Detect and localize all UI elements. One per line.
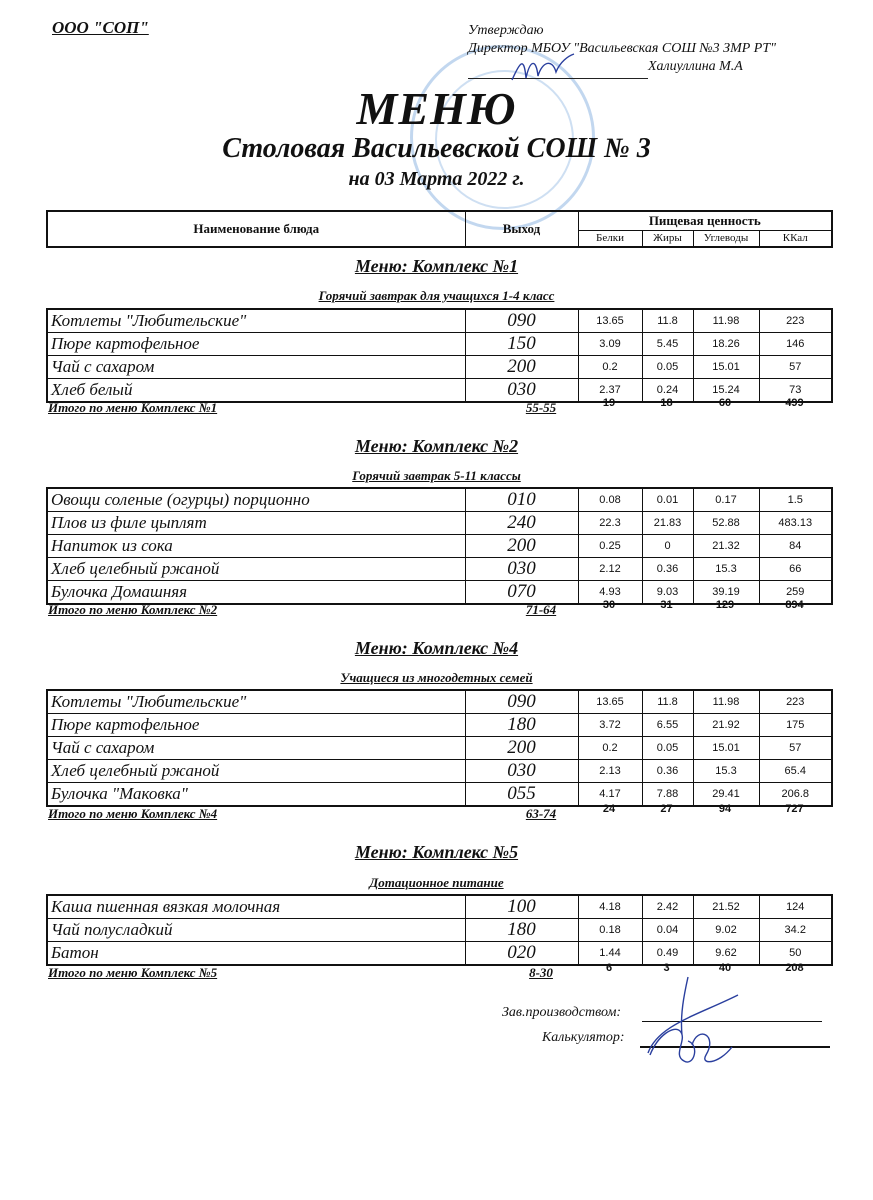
dish-fats: 11.8 (642, 309, 693, 333)
section-total-row (46, 599, 831, 620)
dish-fats: 0.36 (642, 760, 693, 783)
total-label: Итого по меню Комплекс №5 (48, 965, 218, 980)
table-row (47, 690, 832, 714)
page-subtitle: Столовая Васильевской СОШ № 3 (222, 133, 651, 164)
dish-carbs: 11.98 (693, 690, 759, 714)
total-price: 8-30 (529, 965, 553, 980)
dish-fats: 11.8 (642, 690, 693, 714)
dish-output: 055 (465, 783, 578, 807)
dish-carbs: 21.32 (693, 535, 759, 558)
section-title: Меню: Комплекс №1 (354, 256, 519, 276)
table-row (47, 535, 832, 558)
total-fats: 18 (660, 397, 673, 409)
dish-output: 180 (465, 714, 578, 737)
dish-name: Пюре картофельное (47, 333, 465, 356)
table-row (47, 309, 832, 333)
dish-carbs: 29.41 (693, 783, 759, 807)
calculator-label: Калькулятор: (542, 1030, 625, 1045)
total-kcal: 894 (785, 599, 804, 611)
production-manager-label: Зав.производством: (502, 1005, 622, 1020)
dish-output: 090 (465, 309, 578, 333)
section-title: Меню: Комплекс №2 (354, 436, 519, 456)
dish-output: 200 (465, 535, 578, 558)
dish-name: Пюре картофельное (47, 714, 465, 737)
dish-kcal: 223 (759, 309, 832, 333)
dish-name: Батон (47, 942, 465, 966)
approval-block (468, 22, 776, 76)
menu-table (46, 487, 833, 605)
dish-fats: 2.42 (642, 895, 693, 919)
dish-carbs: 18.26 (693, 333, 759, 356)
dish-output: 010 (465, 488, 578, 512)
dish-name: Чай с сахаром (47, 737, 465, 760)
page-date: на 03 Марта 2022 г. (348, 168, 525, 190)
total-fats: 31 (660, 599, 673, 611)
dish-carbs: 0.17 (693, 488, 759, 512)
header-output: Выход (465, 211, 578, 247)
dish-name: Овощи соленые (огурцы) порционно (47, 488, 465, 512)
dish-proteins: 0.2 (578, 356, 642, 379)
table-row (47, 558, 832, 581)
dish-fats: 0.24 (642, 379, 693, 403)
organization-name: ООО "СОП" (52, 18, 149, 37)
dish-carbs: 39.19 (693, 581, 759, 605)
dish-name: Булочка Домашняя (47, 581, 465, 605)
dish-name: Чай полусладкий (47, 919, 465, 942)
dish-fats: 0.04 (642, 919, 693, 942)
dish-name: Котлеты "Любительские" (47, 309, 465, 333)
approval-position: Директор МБОУ "Васильевская СОШ №3 ЗМР РТ" (468, 41, 776, 56)
total-carbs: 60 (718, 397, 732, 409)
dish-output: 090 (465, 690, 578, 714)
dish-kcal: 1.5 (759, 488, 832, 512)
dish-name: Напиток из сока (47, 535, 465, 558)
dish-name: Хлеб белый (47, 379, 465, 403)
dish-proteins: 2.13 (578, 760, 642, 783)
dish-kcal: 66 (759, 558, 832, 581)
dish-name: Котлеты "Любительские" (47, 690, 465, 714)
dish-fats: 0.36 (642, 558, 693, 581)
table-row (47, 356, 832, 379)
total-carbs: 129 (715, 599, 735, 611)
dish-kcal: 57 (759, 356, 832, 379)
header-fats: Жиры (642, 230, 693, 247)
dish-kcal: 124 (759, 895, 832, 919)
dish-name: Хлеб целебный ржаной (47, 558, 465, 581)
table-row (47, 333, 832, 356)
dish-output: 180 (465, 919, 578, 942)
dish-proteins: 4.93 (578, 581, 642, 605)
dish-carbs: 11.98 (693, 309, 759, 333)
dish-fats: 9.03 (642, 581, 693, 605)
dish-kcal: 175 (759, 714, 832, 737)
dish-output: 030 (465, 558, 578, 581)
section-subtitle: Дотационное питание (369, 875, 504, 890)
dish-proteins: 13.65 (578, 690, 642, 714)
dish-kcal: 259 (759, 581, 832, 605)
total-proteins: 30 (602, 599, 616, 611)
total-price: 55-55 (525, 400, 557, 415)
dish-name: Плов из филе цыплят (47, 512, 465, 535)
dish-fats: 21.83 (642, 512, 693, 535)
dish-carbs: 15.24 (693, 379, 759, 403)
dish-output: 100 (465, 895, 578, 919)
table-row (47, 714, 832, 737)
dish-fats: 0.01 (642, 488, 693, 512)
handwritten-signature-icon (628, 975, 768, 1075)
total-label: Итого по меню Комплекс №1 (48, 400, 218, 415)
dish-kcal: 146 (759, 333, 832, 356)
dish-proteins: 1.44 (578, 942, 642, 966)
dish-output: 020 (465, 942, 578, 966)
section-total-row (46, 397, 831, 418)
column-header-table (46, 210, 833, 248)
dish-kcal: 73 (759, 379, 832, 403)
table-row (47, 895, 832, 919)
dish-carbs: 52.88 (693, 512, 759, 535)
total-kcal: 208 (785, 962, 804, 974)
total-label: Итого по меню Комплекс №4 (48, 806, 218, 821)
dish-fats: 6.55 (642, 714, 693, 737)
dish-proteins: 3.09 (578, 333, 642, 356)
total-label: Итого по меню Комплекс №2 (48, 602, 218, 617)
total-fats: 3 (663, 962, 670, 974)
menu-table (46, 308, 833, 403)
dish-proteins: 2.12 (578, 558, 642, 581)
header-nutrition: Пищевая ценность (578, 211, 832, 230)
dish-carbs: 15.01 (693, 356, 759, 379)
menu-table (46, 894, 833, 966)
dish-fats: 5.45 (642, 333, 693, 356)
dish-proteins: 22.3 (578, 512, 642, 535)
table-row (47, 919, 832, 942)
dish-fats: 7.88 (642, 783, 693, 807)
dish-kcal: 223 (759, 690, 832, 714)
table-row (47, 737, 832, 760)
header-dish-name: Наименование блюда (47, 211, 465, 247)
dish-proteins: 0.2 (578, 737, 642, 760)
dish-name: Хлеб целебный ржаной (47, 760, 465, 783)
dish-proteins: 4.17 (578, 783, 642, 807)
total-carbs: 40 (718, 962, 732, 974)
table-row (47, 760, 832, 783)
dish-output: 200 (465, 356, 578, 379)
dish-proteins: 2.37 (578, 379, 642, 403)
dish-name: Каша пшенная вязкая молочная (47, 895, 465, 919)
page-title: МЕНЮ (356, 83, 517, 134)
dish-kcal: 84 (759, 535, 832, 558)
section-subtitle: Учащиеся из многодетных семей (340, 670, 533, 685)
dish-proteins: 0.25 (578, 535, 642, 558)
dish-kcal: 34.2 (759, 919, 832, 942)
section-subtitle: Горячий завтрак 5-11 классы (352, 468, 521, 483)
dish-kcal: 65.4 (759, 760, 832, 783)
dish-fats: 0.05 (642, 356, 693, 379)
dish-kcal: 57 (759, 737, 832, 760)
dish-proteins: 4.18 (578, 895, 642, 919)
dish-name: Булочка "Маковка" (47, 783, 465, 807)
header-proteins: Белки (578, 230, 642, 247)
header-carbs: Углеводы (693, 230, 759, 247)
dish-carbs: 15.3 (693, 558, 759, 581)
dish-carbs: 15.01 (693, 737, 759, 760)
dish-carbs: 21.92 (693, 714, 759, 737)
total-proteins: 19 (602, 397, 616, 409)
dish-output: 240 (465, 512, 578, 535)
dish-fats: 0 (642, 535, 693, 558)
dish-kcal: 206.8 (759, 783, 832, 807)
dish-proteins: 3.72 (578, 714, 642, 737)
total-kcal: 727 (785, 803, 804, 815)
dish-carbs: 21.52 (693, 895, 759, 919)
dish-output: 030 (465, 760, 578, 783)
menu-table (46, 689, 833, 807)
dish-output: 030 (465, 379, 578, 403)
dish-output: 070 (465, 581, 578, 605)
total-proteins: 6 (605, 962, 613, 974)
director-signature-icon (508, 52, 578, 84)
dish-kcal: 483.13 (759, 512, 832, 535)
section-title: Меню: Комплекс №4 (354, 638, 519, 658)
table-row (47, 488, 832, 512)
section-title: Меню: Комплекс №5 (354, 842, 519, 862)
total-price: 71-64 (525, 602, 557, 617)
dish-carbs: 9.02 (693, 919, 759, 942)
dish-carbs: 9.62 (693, 942, 759, 966)
approval-title: Утверждаю (468, 23, 544, 38)
table-row (47, 512, 832, 535)
approval-signer: Халиуллина М.А (648, 59, 743, 74)
dish-output: 150 (465, 333, 578, 356)
total-kcal: 499 (785, 397, 804, 409)
section-subtitle: Горячий завтрак для учащихся 1-4 класс (318, 288, 555, 303)
dish-proteins: 13.65 (578, 309, 642, 333)
dish-name: Чай с сахаром (47, 356, 465, 379)
dish-output: 200 (465, 737, 578, 760)
total-price: 63-74 (525, 806, 557, 821)
dish-proteins: 0.18 (578, 919, 642, 942)
section-total-row (46, 803, 831, 824)
total-fats: 27 (660, 803, 673, 815)
total-proteins: 24 (602, 803, 616, 815)
dish-fats: 0.49 (642, 942, 693, 966)
dish-carbs: 15.3 (693, 760, 759, 783)
dish-proteins: 0.08 (578, 488, 642, 512)
dish-kcal: 50 (759, 942, 832, 966)
total-carbs: 94 (718, 803, 732, 815)
header-kcal: ККал (759, 230, 832, 247)
dish-fats: 0.05 (642, 737, 693, 760)
